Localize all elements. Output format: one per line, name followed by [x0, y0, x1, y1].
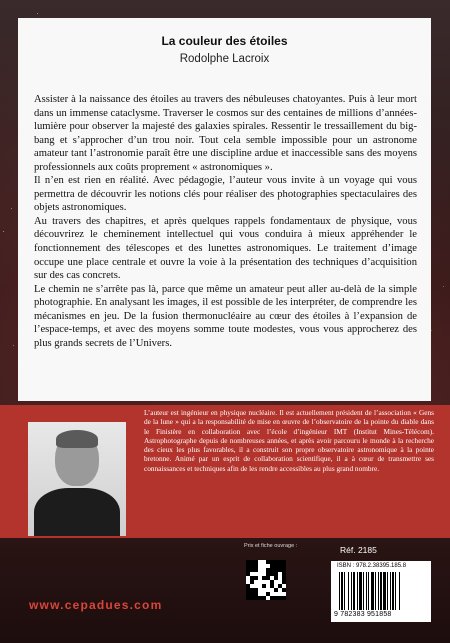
barcode-bar [339, 572, 340, 610]
summary-paragraph: Il n’en est rien en réalité. Avec pédagogie, l’auteur vous invite à un voyage qui vous permettra de découvrir les notions clés pour réaliser des photographies spectaculaires des objets astronomiques. [34, 175, 417, 214]
qr-module [254, 568, 258, 572]
qr-code-icon[interactable] [246, 560, 286, 600]
barcode-bar [348, 572, 349, 610]
author-photo-shirt [34, 488, 120, 536]
book-author: Rodolphe Lacroix [179, 53, 270, 65]
summary-paragraph: Assister à la naissance des étoiles au travers des nébuleuses chatoyantes. Puis à leur mort dans un immense cataclysme. Traverser le cosmos sur des centaines de millions d’années-lumière pour observer la majesté des galaxies spirales. Ressentir le tressaillement du big-bang et s’approcher d’un trou noir. Tout cela semble impossible pour un astronome amateur tant l’astronomie paraît être une discipline ardue et inaccessible sans des moyens professionnels aux coûts proprement « astronomiques ». [34, 94, 417, 173]
publisher-website-link[interactable]: www.cepadues.com [29, 598, 163, 612]
barcode-bar [380, 572, 382, 610]
summary-panel [18, 18, 431, 401]
barcode-bar [371, 572, 374, 610]
summary-paragraph: Le chemin ne s’arrête pas là, parce que même un amateur peut aller au-delà de la simple photographie. En analysant les images, il est possible de les interpréter, de comprendre les mécanismes en jeu. De la fusion thermonucléaire au cœur des étoiles à l’expansion de l’espace-temps, et avec des moyens somme toute modestes, vous vous approcherez des plus grands secrets de l’Univers. [34, 283, 417, 349]
reference-number: Réf. 2185 [340, 545, 377, 555]
barcode-label [331, 561, 431, 622]
barcode-bar [341, 572, 343, 610]
author-photo-hair [56, 430, 98, 448]
qr-module [262, 584, 266, 588]
barcode-bar [353, 572, 355, 610]
qr-module [262, 596, 266, 600]
qr-label: Prix et fiche ouvrage : [244, 543, 298, 549]
isbn-text: ISBN : 978.2.38395.185.8 [337, 563, 407, 569]
barcode-icon [339, 572, 425, 610]
barcode-bar [390, 572, 391, 610]
barcode-bar [368, 572, 369, 610]
qr-module [274, 588, 278, 592]
summary-text [34, 93, 417, 350]
barcode-bar [363, 572, 364, 610]
star-dot [13, 345, 14, 346]
author-photo [28, 422, 126, 536]
barcode-bar [344, 572, 345, 610]
barcode-bar [359, 572, 362, 610]
star-dot [37, 13, 38, 14]
star-dot [11, 208, 12, 209]
barcode-bar [387, 572, 388, 610]
barcode-bar [395, 572, 396, 610]
barcode-bar [366, 572, 367, 610]
author-bio: L’auteur est ingénieur en physique nucléaire. Il est actuellement président de l’association « Gens de la lune » qui a la responsabilité de mise en œuvre de l’observatoire de la pointe du diable dans le Finistère en collaboration avec l’école d’ingénieur IMT (Institut Mines-Télécom). Astrophotographe depuis de nombreuses années, et après avoir parcouru le monde à la recherche des cieux les plus favorables, il a construit son propre observatoire astronomique à la pointe bretonne. Animé par un esprit de collaboration scientifique, il a à cœur de transmettre ses connaissances et techniques afin de les rendre accessibles au plus grand nombre. [144, 408, 434, 473]
qr-module [282, 580, 286, 584]
qr-module [282, 596, 286, 600]
star-dot [3, 231, 4, 232]
qr-module [254, 576, 258, 580]
barcode-bar [383, 572, 386, 610]
ean-digits: 9 782383 951858 [334, 611, 392, 618]
qr-module [250, 580, 254, 584]
barcode-bar [399, 572, 400, 610]
star-dot [443, 286, 444, 287]
barcode-bar [392, 572, 394, 610]
barcode-bar [375, 572, 376, 610]
book-title: La couleur des étoiles [161, 34, 288, 48]
summary-paragraph: Au travers des chapitres, et après quelques rappels fondamentaux de physique, vous découvrirez le cheminement intellectuel qui vous conduira à mieux appréhender le fonctionnement des télescopes et des lunettes astronomiques. Le traitement d’image occupe une place centrale et ouvre la voie à la présentation des techniques d’acquisition sur des cas concrets. [34, 215, 417, 282]
qr-module [274, 576, 278, 580]
barcode-bar [357, 572, 358, 610]
qr-module [282, 588, 286, 592]
barcode-bar [351, 572, 352, 610]
barcode-bar [378, 572, 379, 610]
